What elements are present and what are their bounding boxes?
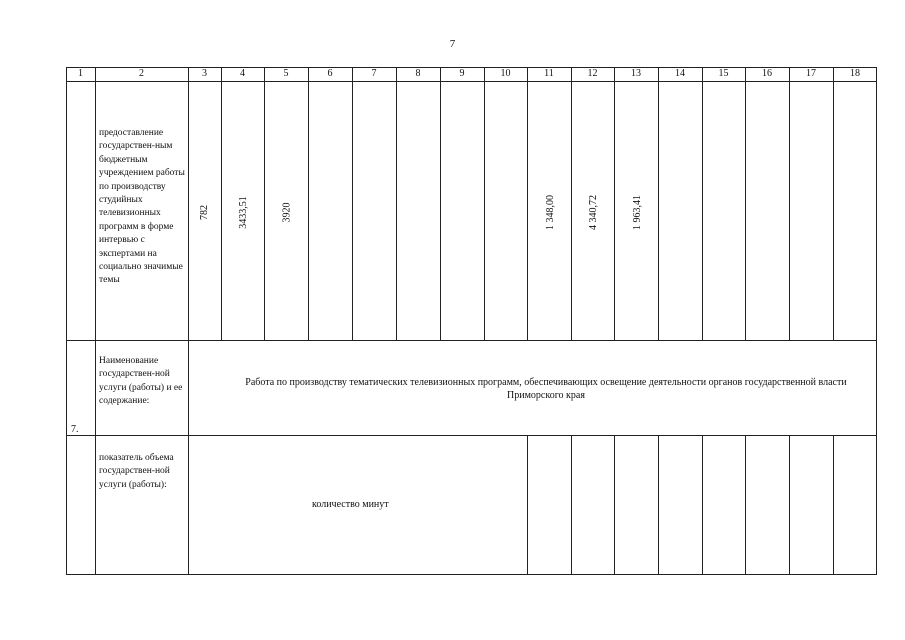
col-divider (658, 67, 659, 340)
page-number: 7 (449, 38, 456, 50)
row-number: 7. (71, 424, 79, 435)
col-header: 6 (327, 68, 333, 79)
col-header: 15 (718, 68, 729, 79)
unit-label: количество минут (312, 499, 389, 510)
col-divider (571, 435, 572, 575)
col-divider (833, 435, 834, 575)
col-divider (789, 435, 790, 575)
col-divider (658, 435, 659, 575)
row3-label: показатель объема государствен-ной услуги (работы): (99, 453, 174, 490)
col-divider (614, 67, 615, 340)
col-header: 5 (283, 68, 289, 79)
col-header: 4 (240, 68, 245, 79)
col-divider (833, 67, 834, 340)
col-header: 7 (371, 68, 377, 79)
row1-label: предоставление государствен-ным бюджетным учреждением работы по производству студийных телевизионных программ в форме интервью с экспертами на социально значимые темы (99, 128, 185, 286)
col-header: 16 (762, 68, 772, 79)
col-header: 8 (415, 68, 421, 79)
col-divider (440, 67, 441, 340)
col-divider (396, 67, 397, 340)
col-divider (308, 67, 309, 340)
row2-label: Наименование государствен-ной услуги (работы) и ее содержание: (99, 356, 183, 407)
col-header: 2 (139, 68, 144, 79)
col-header: 9 (459, 68, 465, 79)
col-divider (264, 67, 265, 340)
col-divider (95, 67, 96, 575)
row1-value-col4: 3433,51 (237, 195, 249, 229)
col-header: 3 (202, 68, 207, 79)
col-divider (702, 435, 703, 575)
col-divider (789, 67, 790, 340)
row1-value-col13: 1 963,41 (631, 194, 643, 230)
col-header: 18 (850, 68, 860, 79)
row1-value-col3: 782 (198, 204, 210, 220)
service-name: Работа по производству тематических телевизионных программ, обеспечивающих освещение деятельности органов государственной власти Приморского края (245, 377, 847, 401)
col-divider (614, 435, 615, 575)
row1-value-col12: 4 340,72 (587, 194, 599, 230)
col-divider (484, 67, 485, 340)
col-header: 13 (631, 68, 641, 79)
col-header: 12 (587, 68, 598, 79)
col-header: 14 (675, 68, 685, 79)
col-divider (745, 435, 746, 575)
col-divider (527, 435, 528, 575)
row1-value-col5: 3920 (281, 202, 293, 222)
col-header: 17 (806, 68, 816, 79)
col-header: 10 (500, 68, 511, 79)
col-header: 11 (544, 68, 554, 79)
col-header: 1 (78, 68, 83, 79)
data-table (66, 67, 877, 575)
col-divider (527, 67, 528, 340)
col-divider (702, 67, 703, 340)
col-divider (745, 67, 746, 340)
col-divider (352, 67, 353, 340)
col-divider (188, 67, 189, 575)
row1-value-col11: 1 348,00 (544, 194, 556, 230)
col-divider (571, 67, 572, 340)
